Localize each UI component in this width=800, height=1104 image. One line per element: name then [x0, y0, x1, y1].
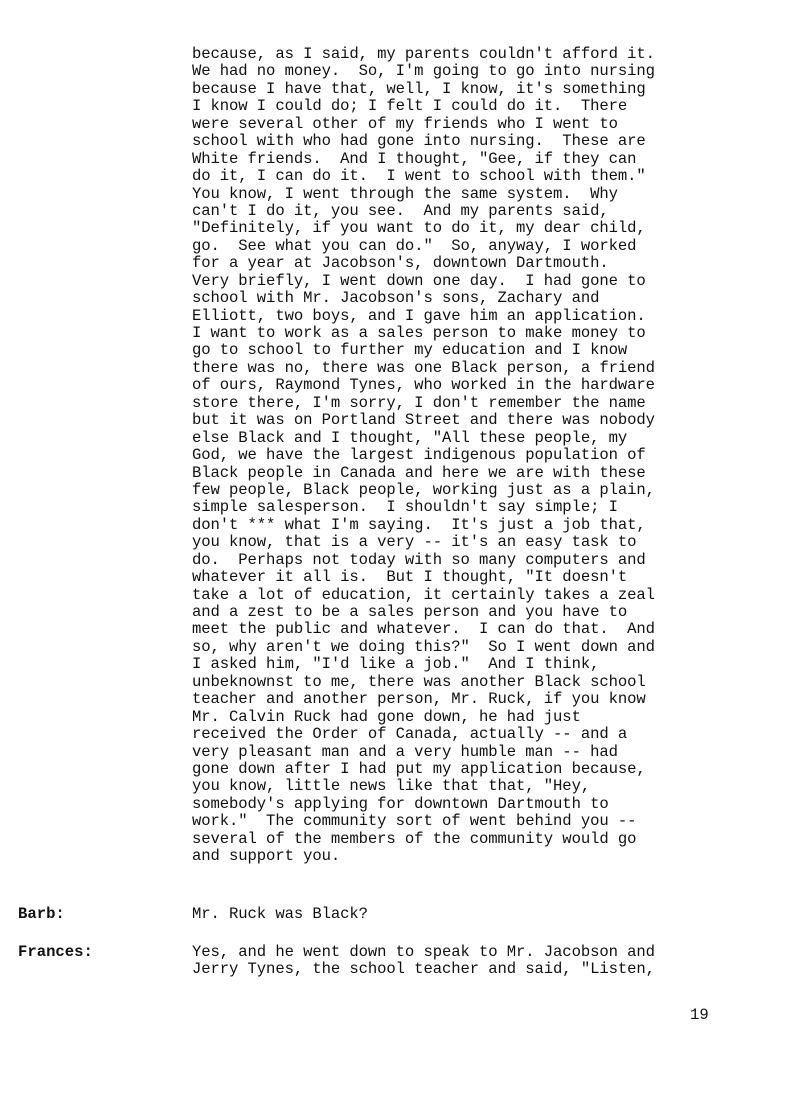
text-line: "Definitely, if you want to do it, my dear child,	[192, 219, 646, 238]
text-line: Yes, and he went down to speak to Mr. Jacobson and	[192, 943, 655, 961]
text-line: can't I do it, you see. And my parents said,	[192, 201, 609, 220]
text-line: few people, Black people, working just as a plain,	[192, 480, 655, 499]
text-line: very pleasant man and a very humble man -- had	[192, 742, 618, 761]
text-line: else Black and I thought, "All these people, my	[192, 428, 628, 447]
text-line: I asked him, "I'd like a job." And I think,	[192, 655, 600, 674]
text-line: meet the public and whatever. I can do that. And	[192, 620, 655, 639]
text-line: store there, I'm sorry, I don't remember the name	[192, 393, 646, 412]
text-line: whatever it all is. But I thought, "It doesn't	[192, 568, 628, 587]
text-line: simple salesperson. I shouldn't say simple; I	[192, 498, 618, 517]
text-line: received the Order of Canada, actually -- and a	[192, 725, 628, 744]
text-line: of ours, Raymond Tynes, who worked in the hardware	[192, 376, 655, 395]
speaker-label: Frances:	[18, 943, 93, 961]
text-line: for a year at Jacobson's, downtown Dartmouth.	[192, 254, 609, 273]
text-line: gone down after I had put my application because,	[192, 759, 646, 778]
text-line: because, as I said, my parents couldn't afford it.	[192, 45, 655, 63]
text-line: You know, I went through the same system. Why	[192, 184, 618, 203]
text-line: school with who had gone into nursing. These are	[192, 132, 646, 151]
text-line: Black people in Canada and here we are with these	[192, 463, 646, 482]
text-line: take a lot of education, it certainly takes a zeal	[192, 585, 655, 604]
text-line: don't *** what I'm saying. It's just a job that,	[192, 515, 646, 534]
text-line: you know, that is a very -- it's an easy task to	[192, 533, 637, 552]
text-line: go to school to further my education and I know	[192, 341, 628, 360]
narrative-paragraph	[192, 46, 732, 866]
text-line: several of the members of the community would go	[192, 829, 637, 848]
text-line: work." The community sort of went behind you --	[192, 812, 637, 831]
text-line: God, we have the largest indigenous population of	[192, 446, 646, 465]
text-line: Mr. Ruck was Black?	[192, 905, 368, 923]
text-line: were several other of my friends who I went to	[192, 114, 618, 133]
text-line: unbeknownst to me, there was another Black school	[192, 672, 646, 691]
text-line: and a zest to be a sales person and you have to	[192, 603, 628, 621]
speaker-label: Barb:	[18, 905, 65, 923]
text-line: Very briefly, I went down one day. I had gone to	[192, 271, 646, 290]
text-line: do it, I can do it. I went to school with them."	[192, 167, 646, 186]
text-line: teacher and another person, Mr. Ruck, if you know	[192, 690, 646, 709]
text-line: I want to work as a sales person to make money to	[192, 324, 646, 342]
text-line: there was no, there was one Black person, a friend	[192, 358, 655, 377]
text-line: Mr. Calvin Ruck had gone down, he had just	[192, 707, 581, 726]
text-line: We had no money. So, I'm going to go into nursing	[192, 62, 655, 81]
text-line: Elliott, two boys, and I gave him an application.	[192, 306, 646, 325]
text-line: because I have that, well, I know, it's something	[192, 79, 646, 98]
text-line: you know, little news like that that, "Hey,	[192, 777, 591, 796]
text-line: go. See what you can do." So, anyway, I worked	[192, 236, 637, 255]
text-line: do. Perhaps not today with so many computers and	[192, 550, 646, 569]
text-line: White friends. And I thought, "Gee, if they can	[192, 149, 637, 168]
text-line: but it was on Portland Street and there was nobody	[192, 411, 655, 430]
text-line: I know I could do; I felt I could do it. There	[192, 97, 628, 116]
text-line: so, why aren't we doing this?" So I went down and	[192, 637, 655, 656]
text-line: school with Mr. Jacobson's sons, Zachary and	[192, 289, 600, 308]
page-number: 19	[690, 1006, 709, 1024]
speech-text	[192, 944, 655, 979]
text-line: Jerry Tynes, the school teacher and said, "Listen,	[192, 960, 655, 979]
text-line: somebody's applying for downtown Dartmouth to	[192, 794, 609, 813]
speech-text	[192, 906, 368, 923]
text-line: and support you.	[192, 847, 341, 866]
